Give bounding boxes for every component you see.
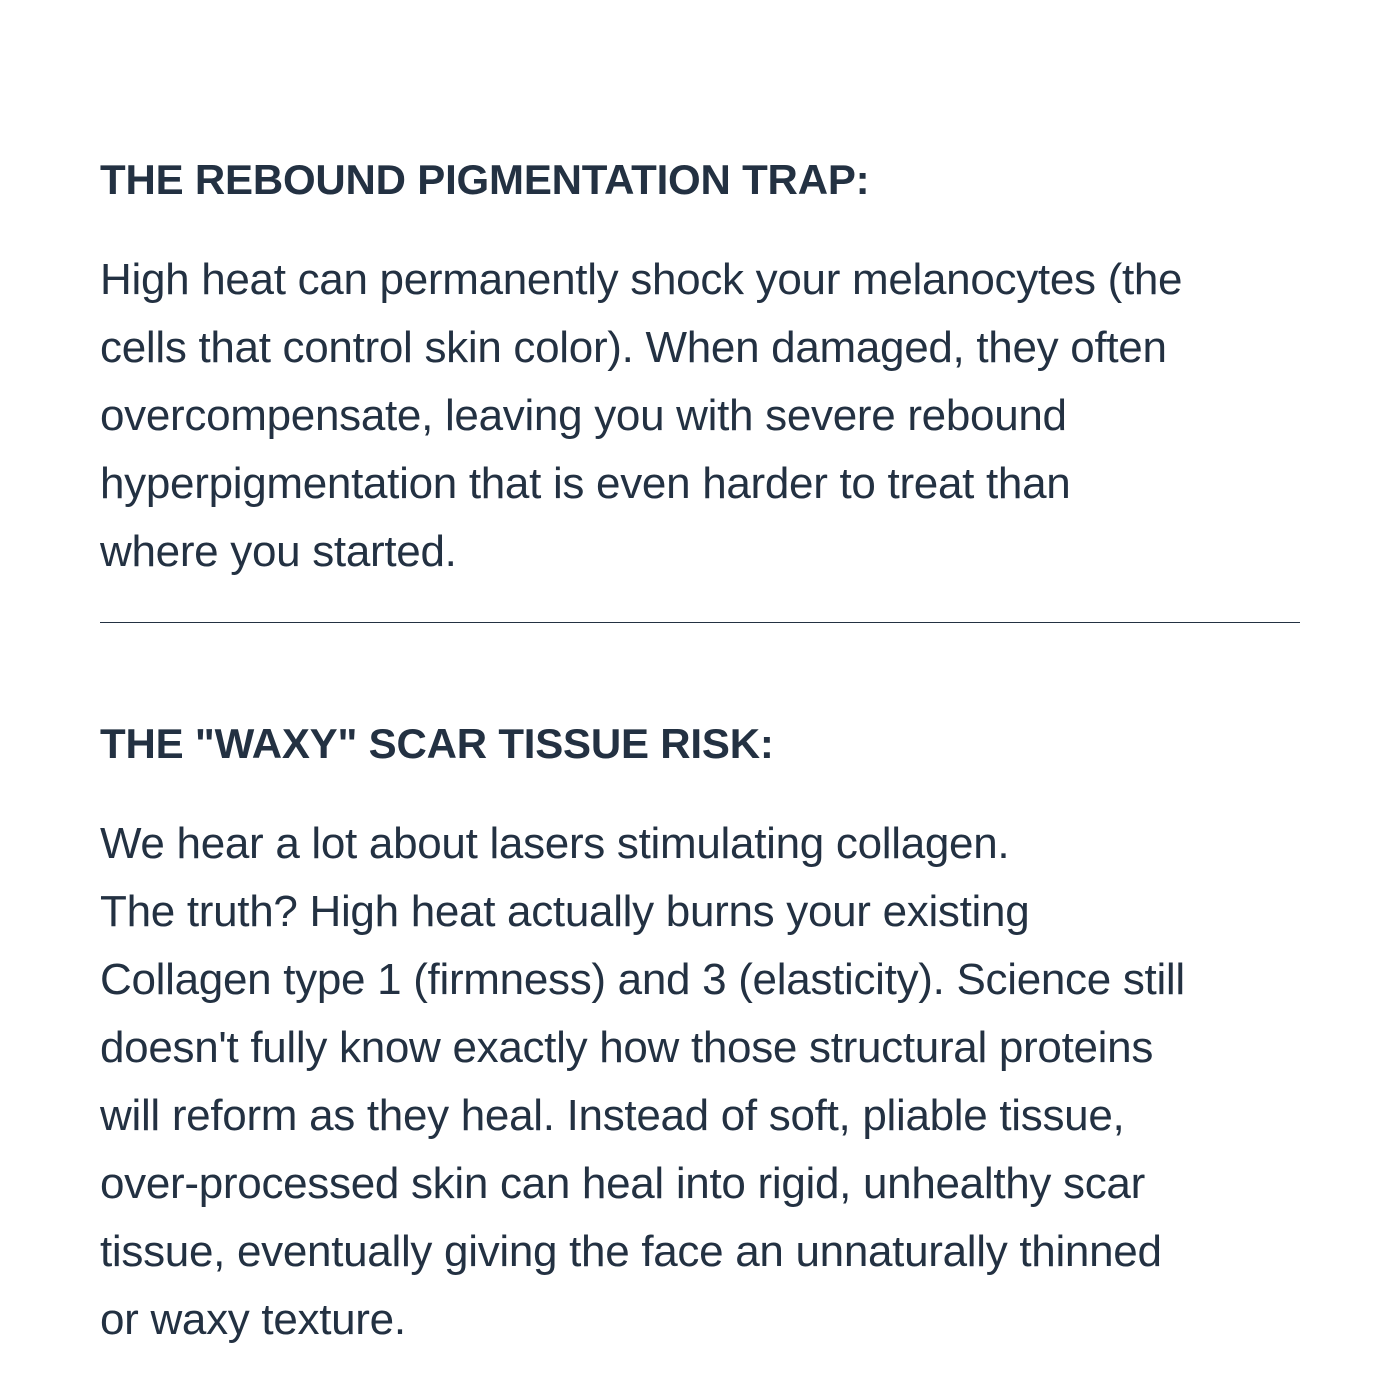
body-line: cells that control skin color). When damaged, they often xyxy=(100,323,1167,372)
body-line: hyperpigmentation that is even harder to treat than xyxy=(100,459,1071,508)
body-line: where you started. xyxy=(100,527,457,576)
section-heading: THE REBOUND PIGMENTATION TRAP: xyxy=(100,156,870,203)
section-body xyxy=(100,810,1300,1354)
section-waxy-scar-tissue xyxy=(100,719,1300,1354)
body-line: doesn't fully know exactly how those structural proteins xyxy=(100,1023,1154,1072)
body-line: Collagen type 1 (firmness) and 3 (elasticity). Science still xyxy=(100,955,1185,1004)
section-body xyxy=(100,246,1300,586)
body-line: The truth? High heat actually burns your existing xyxy=(100,887,1030,936)
body-line: or waxy texture. xyxy=(100,1295,406,1344)
section-rebound-pigmentation xyxy=(100,155,1300,586)
body-line: over-processed skin can heal into rigid, unhealthy scar xyxy=(100,1159,1145,1208)
body-line: overcompensate, leaving you with severe rebound xyxy=(100,391,1067,440)
section-heading: THE "WAXY" SCAR TISSUE RISK: xyxy=(100,720,774,767)
section-divider xyxy=(100,622,1300,623)
body-line: High heat can permanently shock your melanocytes (the xyxy=(100,255,1183,304)
body-line: will reform as they heal. Instead of soft, pliable tissue, xyxy=(100,1091,1125,1140)
body-line: tissue, eventually giving the face an unnaturally thinned xyxy=(100,1227,1162,1276)
body-line: We hear a lot about lasers stimulating collagen. xyxy=(100,819,1010,868)
